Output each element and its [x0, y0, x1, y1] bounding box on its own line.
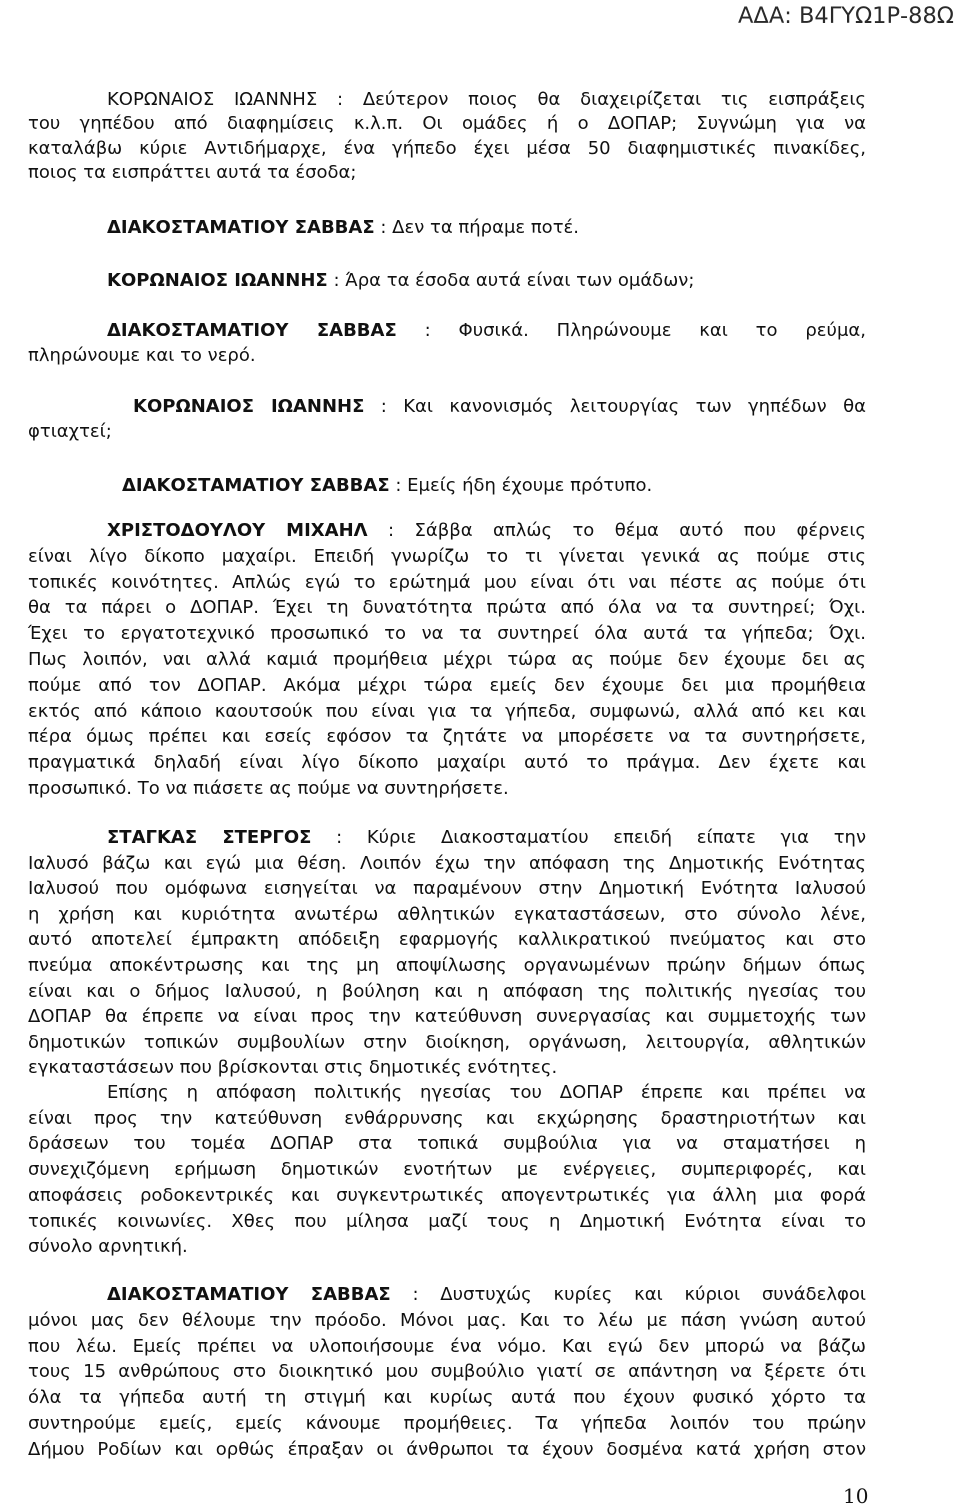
- text-line: αποφάσεις ροδοκεντρικές και συγκεντρωτικές απογεντρωτικές για άλλη μια φορά: [28, 1184, 866, 1206]
- text-line: φτιαχτεί;: [28, 421, 112, 442]
- paragraph: [28, 215, 866, 240]
- text-line: συντηρούμε εμείς, εμείς κάνουμε προμήθειες. Τα γήπεδα λοιπόν του πρώην: [28, 1412, 866, 1434]
- speaker-name: ΔΙΑΚΟΣΤΑΜΑΤΙΟΥ ΣΑΒΒΑΣ: [107, 217, 375, 238]
- text-line: [28, 825, 866, 851]
- line-text: : Δεν τα πήραμε ποτέ.: [380, 217, 579, 238]
- text-line: πούμε από τον ΔΟΠΑΡ. Ακόμα μέχρι τώρα εμείς δεν έχουμε δει μια προμήθεια: [28, 674, 866, 696]
- text-line: πνεύμα αποκέντρωσης και της μη αποψίλωσης οργανωμένων πρώην δήμων όπως: [28, 954, 866, 976]
- speaker-name: ΚΟΡΩΝΑΙΟΣ ΙΩΑΝΝΗΣ: [133, 396, 365, 417]
- text-line: Επίσης η απόφαση πολιτικής ηγεσίας του ΔΟΠΑΡ έπρεπε και πρέπει να: [107, 1082, 866, 1103]
- text-line: [28, 268, 866, 293]
- paragraph: [28, 88, 866, 186]
- line-text: : Εμείς ήδη έχουμε πρότυπο.: [395, 475, 653, 496]
- text-line: αυτό αποτελεί έμπρακτη απόδειξη εφαρμογής καλλικρατικού πνεύματος και στο: [28, 929, 866, 951]
- text-line: θα τα πάρει ο ΔΟΠΑΡ. Έχει τη δυνατότητα πρώτα από όλα να τα συντηρεί; Όχι.: [28, 597, 866, 619]
- line-text: : Άρα τα έσοδα αυτά είναι των ομάδων;: [333, 270, 695, 291]
- text-line: που λέω. Εμείς πρέπει να υλοποιήσουμε ένα νόμο. Και εγώ δεν μπορώ να βάζω: [28, 1335, 866, 1357]
- text-line: εγκαταστάσεων που βρίσκονται στις δημοτικές ενότητες.: [28, 1057, 558, 1079]
- paragraph: [28, 1080, 866, 1260]
- text-line: [28, 1282, 866, 1308]
- speaker-name: ΚΟΡΩΝΑΙΟΣ ΙΩΑΝΝΗΣ: [107, 89, 318, 110]
- text-line: μόνοι μας δεν θέλουμε την πρόοδο. Μόνοι μας. Και το λέω με πάση γνώση αυτού: [28, 1309, 866, 1331]
- paragraph: [28, 473, 866, 498]
- text-line: Ιαλυσό βάζω και εγώ μια θέση. Λοιπόν έχω την απόφαση της Δημοτικής Ενότητας: [28, 852, 866, 874]
- text-line: [28, 215, 866, 240]
- text-line: ποιος τα εισπράττει αυτά τα έσοδα;: [28, 162, 357, 184]
- text-line: εκτός από κάποιο καουτσούκ που είναι για τα γήπεδα, συμφωνώ, αλλά από κει και: [28, 700, 866, 722]
- text-line: Δήμου Ροδίων και ορθώς έπραξαν οι άνθρωποι τα έχουν δοσμένα κατά χρήση στον: [28, 1438, 866, 1460]
- text-line: Πως λοιπόν, ναι αλλά καμιά προμήθεια μέχρι τώρα ας πούμε δεν έχουμε δει ας: [28, 648, 866, 670]
- text-line: καταλάβω κύριε Αντιδήμαρχε, ένα γήπεδο έχει μέσα 50 διαφημιστικές πινακίδες,: [28, 137, 866, 159]
- text-line: Ιαλυσού που ομόφωνα εισηγείται να παραμένουν στην Δημοτική Ενότητα Ιαλυσού: [28, 878, 866, 900]
- text-line: ΔΟΠΑΡ θα έπρεπε να είναι προς την κατεύθυνση συνεργασίας και συμμετοχής των: [28, 1006, 866, 1028]
- text-line: προσωπικό. Το να πιάσετε ας πούμε να συντηρήσετε.: [28, 777, 509, 799]
- line-text: : Δυστυχώς κυρίες και κύριοι συνάδελφοι: [412, 1284, 866, 1305]
- text-line: τοπικές κοινωνίες. Χθες που μίλησα μαζί τους η Δημοτική Ενότητα είναι το: [28, 1210, 866, 1232]
- speaker-name: ΔΙΑΚΟΣΤΑΜΑΤΙΟΥ ΣΑΒΒΑΣ: [107, 1284, 391, 1305]
- line-text: : Δεύτερον ποιος θα διαχειρίζεται τις εισπράξεις: [337, 89, 866, 110]
- text-line: πληρώνουμε και το νερό.: [28, 344, 256, 366]
- line-text: : Φυσικά. Πληρώνουμε και το ρεύμα,: [424, 320, 866, 341]
- text-line: είναι προς την κατεύθυνση ενθάρρυνσης και εκχώρησης δραστηριοτήτων και: [28, 1107, 866, 1129]
- speaker-name: ΔΙΑΚΟΣΤΑΜΑΤΙΟΥ ΣΑΒΒΑΣ: [107, 320, 397, 341]
- page-number: 10: [843, 1484, 869, 1508]
- text-line: [28, 473, 866, 498]
- speaker-name: ΧΡΙΣΤΟΔΟΥΛΟΥ ΜΙΧΑΗΛ: [107, 520, 368, 541]
- text-line: όλα τα γήπεδα αυτή τη στιγμή και κυρίως αυτά που έχουν φυσικό χόρτο τα: [28, 1387, 866, 1409]
- text-line: είναι λίγο δίκοπο μαχαίρι. Επειδή γνωρίζω το τι γίνεται γενικά ας πούμε στις: [28, 545, 866, 567]
- text-line: είναι και ο δήμος Ιαλυσού, η βούληση και η απόφαση της πολιτικής ηγεσίας του: [28, 980, 866, 1002]
- text-line: σύνολο αρνητική.: [28, 1236, 188, 1258]
- paragraph: [28, 1282, 866, 1463]
- line-text: : Κύριε Διακοσταματίου επειδή είπατε για την: [336, 827, 866, 848]
- speaker-name: ΣΤΑΓΚΑΣ ΣΤΕΡΓΟΣ: [107, 827, 312, 848]
- text-line: του γηπέδου από διαφημίσεις κ.λ.π. Οι ομάδες ή ο ΔΟΠΑΡ; Συγνώμη για να: [28, 113, 866, 135]
- text-line: [28, 394, 866, 419]
- text-line: πέρα όμως πρέπει και εσείς εφόσον τα ζητάτε να μπορέσετε να τα συντηρήσετε,: [28, 726, 866, 748]
- text-line: δράσεων του τομέα ΔΟΠΑΡ στα τοπικά συμβούλια για να σταματήσει η: [28, 1133, 866, 1155]
- text-line: πραγματικά δηλαδή είναι λίγο δίκοπο μαχαίρι αυτό το πράγμα. Δεν έχετε και: [28, 752, 866, 774]
- text-line: συνεχιζόμενη ερήμωση δημοτικών ενοτήτων με ενέργειες, συμπεριφορές, και: [28, 1159, 866, 1181]
- speaker-name: ΚΟΡΩΝΑΙΟΣ ΙΩΑΝΝΗΣ: [107, 270, 328, 291]
- speaker-name: ΔΙΑΚΟΣΤΑΜΑΤΙΟΥ ΣΑΒΒΑΣ: [122, 475, 390, 496]
- ada-document-code: ΑΔΑ: Β4ΓΥΩ1Ρ-88Ω: [738, 3, 954, 29]
- paragraph: [28, 394, 866, 444]
- line-text: : Σάββα απλώς το θέμα αυτό που φέρνεις: [388, 520, 866, 541]
- text-line: [28, 88, 866, 112]
- text-line: η χρήση και κυριότητα ανωτέρω αθλητικών εγκαταστάσεων, στο σύνολο λένε,: [28, 903, 866, 925]
- paragraph: [28, 268, 866, 293]
- paragraph: [28, 825, 866, 1081]
- text-line: [28, 518, 866, 544]
- line-text: : Και κανονισμός λειτουργίας των γηπέδων θα: [380, 396, 866, 417]
- text-line: [28, 319, 866, 344]
- paragraph: [28, 518, 866, 802]
- paragraph: [28, 319, 866, 368]
- text-line: τοπικές κοινότητες. Απλώς εγώ το ερώτημά μου είναι ότι ναι πέστε ας πούμε ότι: [28, 571, 866, 593]
- text-line: Έχει το εργατοτεχνικό προσωπικό το να τα συντηρεί όλα αυτά τα γήπεδα; Όχι.: [28, 623, 866, 645]
- text-line: δημοτικών τοπικών συμβουλίων στην διοίκηση, οργάνωση, λειτουργία, αθλητικών: [28, 1031, 866, 1053]
- text-line: τους 15 ανθρώπους στο διοικητικό μου συμβούλιο γιατί σε απάντηση να ξέρετε ότι: [28, 1361, 866, 1383]
